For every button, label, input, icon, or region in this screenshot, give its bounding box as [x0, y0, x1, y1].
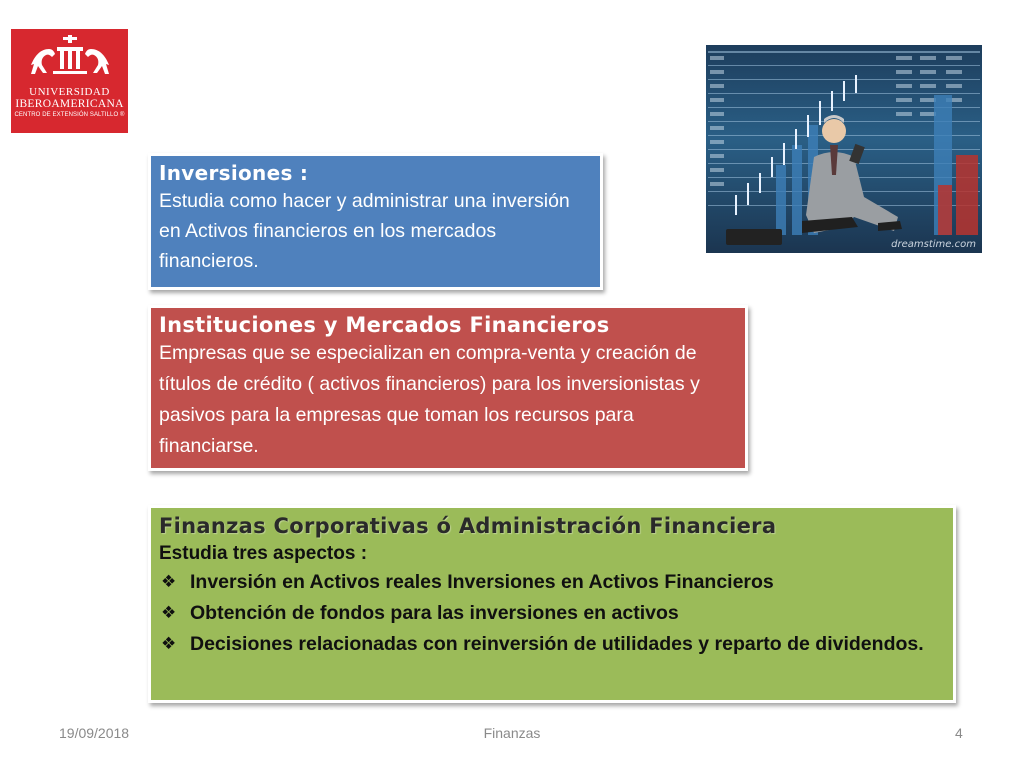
finanzas-aspects-list: [159, 567, 945, 660]
instituciones-title: Instituciones y Mercados Financieros: [159, 313, 610, 337]
finanzas-title: Finanzas Corporativas ó Administración Financiera: [159, 514, 777, 538]
list-item: [159, 629, 945, 660]
list-item-text: Decisiones relacionadas con reinversión de utilidades y reparto de dividendos.: [190, 633, 924, 655]
photo-watermark: dreamstime.com: [891, 239, 976, 250]
logo-line-iberoamericana: IBEROAMERICANA: [15, 98, 124, 110]
stock-market-photo: [706, 45, 982, 253]
diamond-bullet-icon: ❖: [161, 603, 177, 623]
university-logo: [11, 29, 128, 133]
finanzas-subtitle: Estudia tres aspectos :: [159, 543, 368, 564]
logo-line-universidad: UNIVERSIDAD: [29, 86, 110, 98]
list-item: [159, 567, 945, 598]
stock-board-illustration: [706, 45, 982, 253]
footer-title: Finanzas: [483, 725, 541, 741]
inversiones-box: [148, 153, 603, 290]
list-item-text: Obtención de fondos para las inversiones en activos: [190, 602, 679, 624]
footer-date: 19/09/2018: [59, 725, 130, 741]
finanzas-box: [148, 505, 956, 703]
inversiones-body: Estudia como hacer y administrar una inversión en Activos financieros en los mercados financieros.: [159, 190, 570, 272]
list-item-text: Inversión en Activos reales Inversiones en Activos Financieros: [190, 571, 774, 593]
footer-page-number: 4: [955, 725, 963, 741]
inversiones-title: Inversiones :: [159, 161, 309, 185]
logo-line-campus: CENTRO DE EXTENSIÓN SALTILLO ®: [14, 112, 125, 118]
diamond-bullet-icon: ❖: [161, 572, 177, 592]
list-item: [159, 598, 945, 629]
instituciones-body: Empresas que se especializan en compra-venta y creación de títulos de crédito ( activos financieros) para los inversionistas y pasivos para la empresas que toman los recursos para financiarse.: [159, 342, 700, 457]
instituciones-box: [148, 305, 748, 471]
horses-emblem-icon: [27, 35, 113, 85]
diamond-bullet-icon: ❖: [161, 634, 177, 654]
